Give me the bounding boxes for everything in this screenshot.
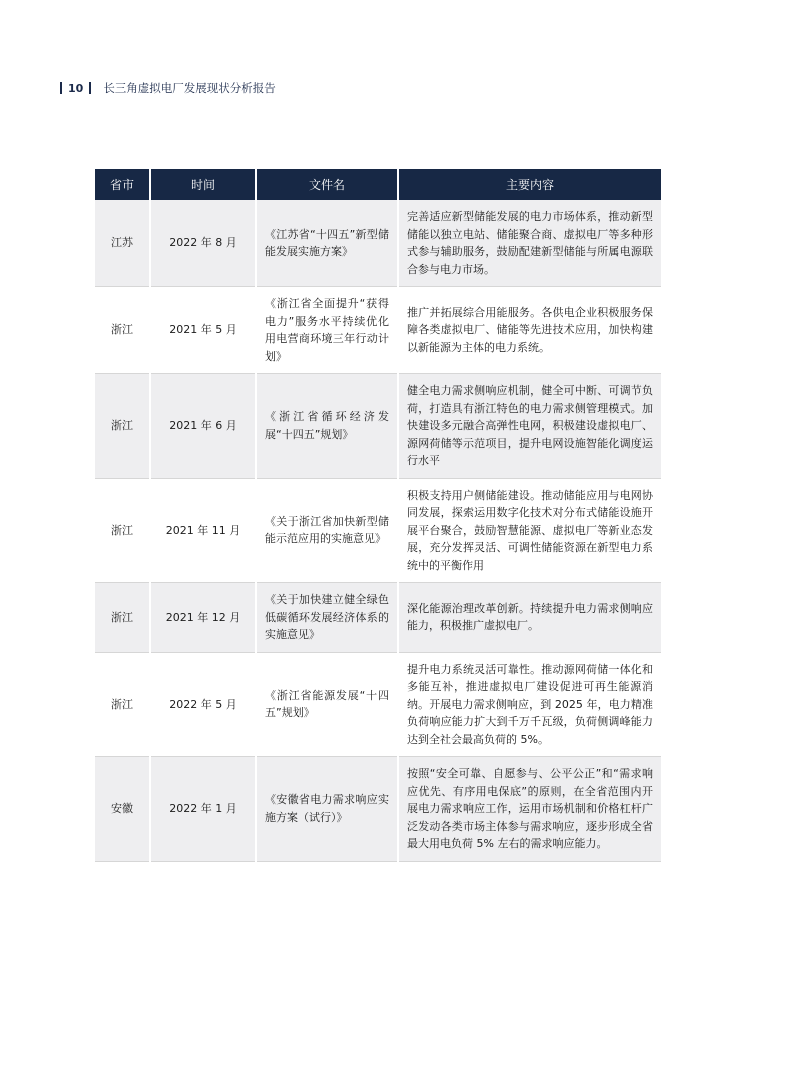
- date-cell: 2022 年 5 月: [151, 653, 255, 758]
- date-cell: 2022 年 1 月: [151, 757, 255, 862]
- document-cell: 《关于浙江省加快新型储能示范应用的实施意见》: [257, 479, 397, 584]
- document-cell: 《浙江省能源发展“十四五”规划》: [257, 653, 397, 758]
- content-cell: 按照“安全可靠、自愿参与、公平公正”和“需求响应优先、有序用电保底”的原则，在全省范围内开展电力需求响应工作，运用市场机制和价格杠杆广泛发动各类市场主体参与需求响应，逐步形成全省最大用电负荷 5% 左右的需求响应能力。: [399, 757, 661, 862]
- table-row: [95, 479, 661, 584]
- table-row: [95, 653, 661, 758]
- content-cell: 健全电力需求侧响应机制，健全可中断、可调节负荷，打造具有浙江特色的电力需求侧管理模式。加快建设多元融合高弹性电网，积极建设虚拟电厂、源网荷储等示范项目，提升电网设施智能化调度运行水平: [399, 374, 661, 479]
- column-header-content: 主要内容: [399, 169, 661, 200]
- content-cell: 推广并拓展综合用能服务。各供电企业积极服务保障各类虚拟电厂、储能等先进技术应用，加快构建以新能源为主体的电力系统。: [399, 287, 661, 374]
- column-header-date: 时间: [151, 169, 255, 200]
- column-header-document: 文件名: [257, 169, 397, 200]
- date-cell: 2021 年 12 月: [151, 583, 255, 653]
- date-cell: 2021 年 6 月: [151, 374, 255, 479]
- province-cell: 江苏: [95, 200, 149, 287]
- date-cell: 2021 年 5 月: [151, 287, 255, 374]
- content-cell: 积极支持用户侧储能建设。推动储能应用与电网协同发展，探索运用数字化技术对分布式储能设施开展平台聚合，鼓励智慧能源、虚拟电厂等新业态发展，充分发挥灵活、可调性储能资源在新型电力系统中的平衡作用: [399, 479, 661, 584]
- date-cell: 2022 年 8 月: [151, 200, 255, 287]
- table-row: [95, 200, 661, 287]
- table-header-row: [95, 169, 661, 200]
- province-cell: 浙江: [95, 374, 149, 479]
- page-number: 10: [68, 81, 84, 95]
- table-row: [95, 374, 661, 479]
- document-cell: 《浙江省循环经济发展“十四五”规划》: [257, 374, 397, 479]
- report-title: 长三角虚拟电厂发展现状分析报告: [103, 81, 276, 95]
- province-cell: 安徽: [95, 757, 149, 862]
- province-cell: 浙江: [95, 653, 149, 758]
- document-cell: 《安徽省电力需求响应实施方案（试行）》: [257, 757, 397, 862]
- province-cell: 浙江: [95, 479, 149, 584]
- policy-table: [93, 169, 663, 862]
- date-cell: 2021 年 11 月: [151, 479, 255, 584]
- table-row: [95, 287, 661, 374]
- content-cell: 深化能源治理改革创新。持续提升电力需求侧响应能力，积极推广虚拟电厂。: [399, 583, 661, 653]
- province-cell: 浙江: [95, 583, 149, 653]
- document-cell: 《江苏省“十四五”新型储能发展实施方案》: [257, 200, 397, 287]
- table-row: [95, 583, 661, 653]
- page-header: [60, 80, 276, 96]
- column-header-province: 省市: [95, 169, 149, 200]
- document-cell: 《浙江省全面提升“获得电力”服务水平持续优化用电营商环境三年行动计划》: [257, 287, 397, 374]
- content-cell: 完善适应新型储能发展的电力市场体系，推动新型储能以独立电站、储能聚合商、虚拟电厂等多种形式参与辅助服务，鼓励配建新型储能与所属电源联合参与电力市场。: [399, 200, 661, 287]
- province-cell: 浙江: [95, 287, 149, 374]
- content-cell: 提升电力系统灵活可靠性。推动源网荷储一体化和多能互补，推进虚拟电厂建设促进可再生能源消纳。开展电力需求侧响应，到 2025 年，电力精准负荷响应能力扩大到千万千瓦级，负荷侧调峰能力达到全社会最高负荷的 5%。: [399, 653, 661, 758]
- header-divider: [60, 82, 62, 94]
- header-divider: [89, 82, 91, 94]
- table-row: [95, 757, 661, 862]
- document-cell: 《关于加快建立健全绿色低碳循环发展经济体系的实施意见》: [257, 583, 397, 653]
